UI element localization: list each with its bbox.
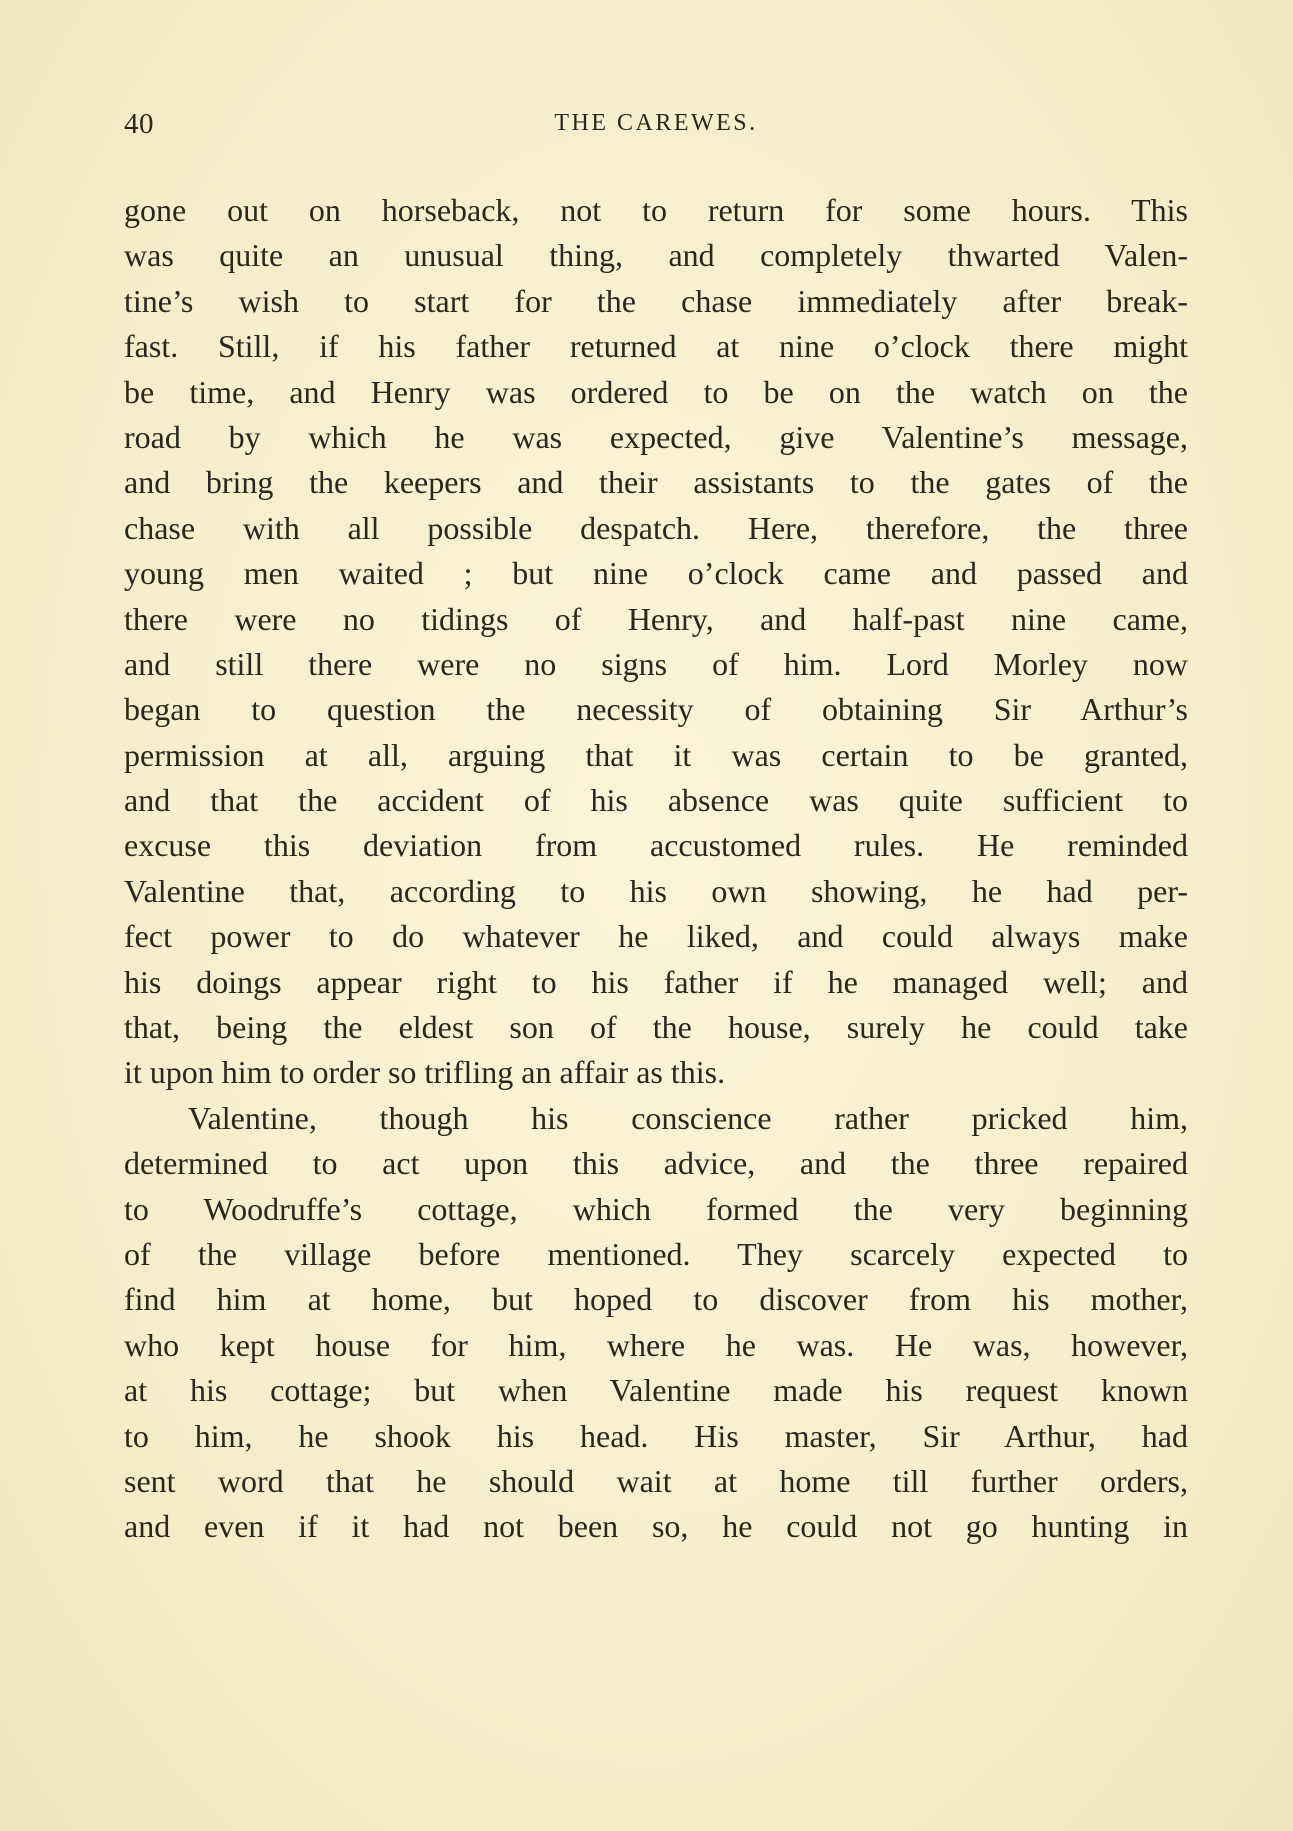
text-line: sent word that he should wait at home till further orders,: [124, 1462, 1188, 1499]
paragraph-start-line: Valentine, though his conscience rather pricked him,: [188, 1099, 1188, 1136]
text-line: young men waited ; but nine o’clock came and passed and: [124, 555, 1188, 592]
text-line: at his cottage; but when Valentine made his request known: [124, 1372, 1188, 1409]
text-line: gone out on horseback, not to return for some hours. This: [124, 192, 1188, 228]
paragraph-end-line: it upon him to order so trifling an affair as this.: [124, 1054, 726, 1091]
text-line: began to question the necessity of obtaining Sir Arthur’s: [124, 691, 1188, 728]
text-line: and bring the keepers and their assistants to the gates of the: [124, 464, 1188, 501]
text-line: tine’s wish to start for the chase immediately after break-: [124, 282, 1188, 319]
text-line: was quite an unusual thing, and completely thwarted Valen-: [124, 237, 1188, 274]
text-line: that, being the eldest son of the house, surely he could take: [124, 1009, 1188, 1046]
text-line: to Woodruffe’s cottage, which formed the very beginning: [124, 1190, 1188, 1227]
text-line: and even if it had not been so, he could not go hunting in: [124, 1508, 1188, 1545]
text-line: there were no tidings of Henry, and half-past nine came,: [124, 600, 1188, 637]
text-line: chase with all possible despatch. Here, therefore, the three: [124, 509, 1188, 546]
running-head: [124, 108, 1188, 144]
text-line: find him at home, but hoped to discover from his mother,: [124, 1281, 1188, 1318]
text-line: of the village before mentioned. They scarcely expected to: [124, 1235, 1188, 1272]
text-line: be time, and Henry was ordered to be on the watch on the: [124, 373, 1188, 410]
text-line: permission at all, arguing that it was certain to be granted,: [124, 736, 1188, 773]
page-number: 40: [124, 108, 154, 140]
running-title: THE CAREWES.: [554, 110, 758, 136]
text-line: who kept house for him, where he was. He was, however,: [124, 1326, 1188, 1363]
text-line: and that the accident of his absence was quite sufficient to: [124, 782, 1188, 819]
text-line: road by which he was expected, give Valentine’s message,: [124, 418, 1188, 455]
text-line: his doings appear right to his father if he managed well; and: [124, 963, 1188, 1000]
text-line: excuse this deviation from accustomed rules. He reminded: [124, 827, 1188, 864]
body-text: [124, 188, 1188, 1550]
text-line: and still there were no signs of him. Lord Morley now: [124, 645, 1188, 682]
text-line: to him, he shook his head. His master, Sir Arthur, had: [124, 1417, 1188, 1454]
text-line: determined to act upon this advice, and the three repaired: [124, 1145, 1188, 1182]
text-line: Valentine that, according to his own showing, he had per-: [124, 872, 1188, 909]
text-line: fast. Still, if his father returned at nine o’clock there might: [124, 328, 1188, 365]
text-line: fect power to do whatever he liked, and could always make: [124, 918, 1188, 955]
